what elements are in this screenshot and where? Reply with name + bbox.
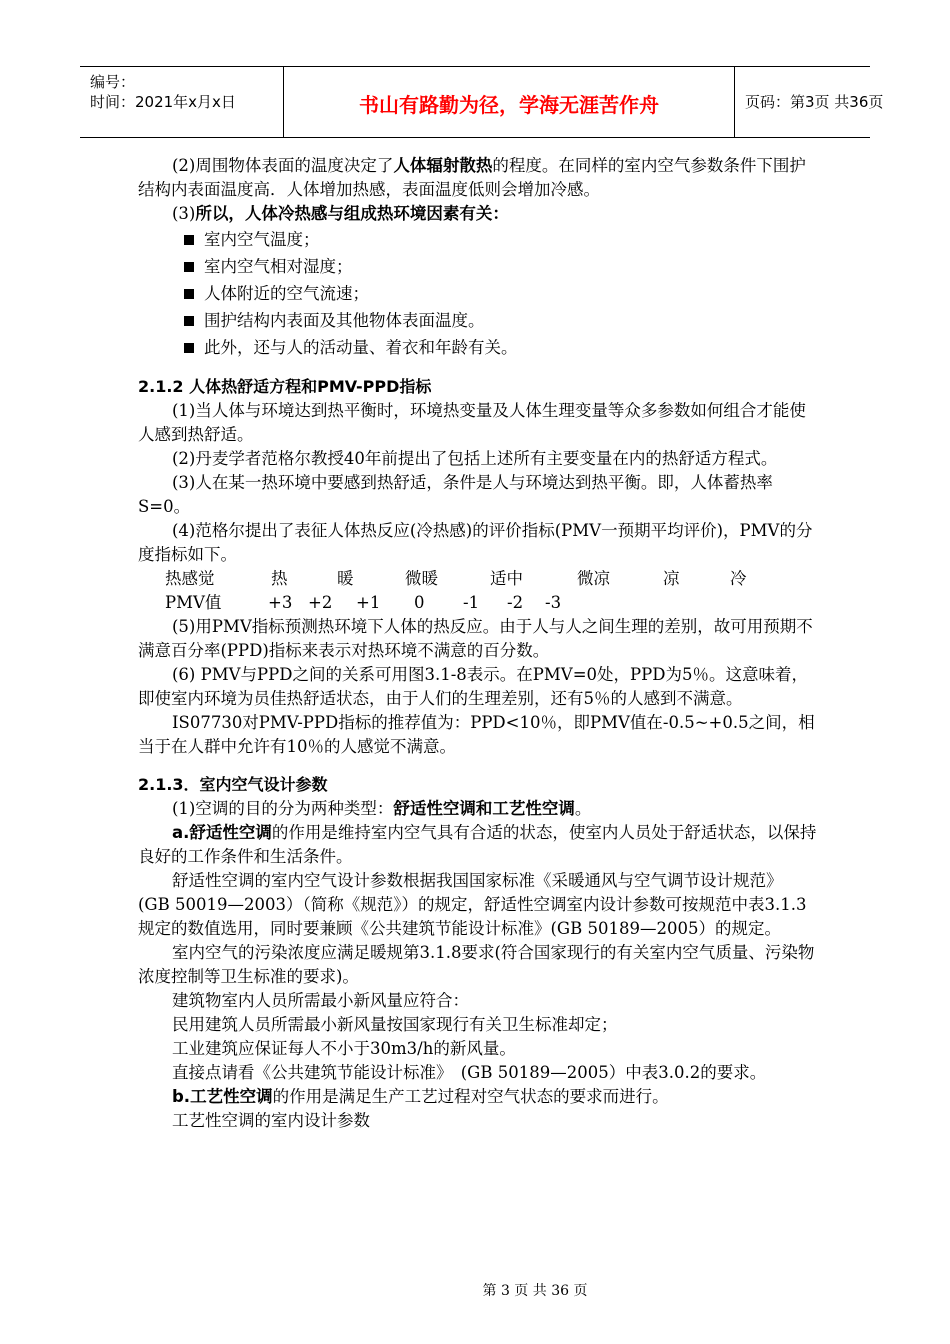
text: (2)周围物体表面的温度决定了	[172, 156, 394, 175]
bold-text: 舒适性空调和工艺性空调	[393, 799, 575, 818]
paragraph: (5)用PMV指标预测热环境下人体的热反应。由于人与人之间生理的差别，故可用预期不满意百分率(PPD)指标来表示对热环境不满意的百分数。	[138, 617, 813, 660]
text: 的作用是维持室内空气具有合适的状态，使室内人员处于舒适状态，以保持良好的工作条件和生活条件。	[138, 823, 817, 866]
square-bullet-icon	[184, 343, 194, 353]
list-item-text: 此外，还与人的活动量、着衣和年龄有关。	[204, 338, 518, 357]
text: 的作用是满足生产工艺过程对空气状态的要求而进行。	[272, 1087, 669, 1106]
text: 的程度。在同样的室内空气参数条件下围护结构内表面温度高．人体增加热感，表面温度低则会增加冷感。	[138, 156, 806, 199]
paragraph: (1)当人体与环境达到热平衡时，环境热变量及人体生理变量等众多参数如何组合才能使人感到热舒适。	[138, 401, 806, 444]
pmv-value: -3	[545, 593, 562, 612]
pmv-label: 暖	[337, 569, 354, 588]
paragraph	[138, 202, 818, 226]
list-item-text: 围护结构内表面及其他物体表面温度。	[204, 311, 485, 330]
paragraph: 直接点请看《公共建筑节能设计标准》 (GB 50189—2005）中表3.0.2的要求。	[172, 1063, 767, 1082]
pmv-label: 微凉	[577, 569, 610, 588]
header-meta-cell	[80, 67, 284, 137]
list-item	[138, 307, 818, 334]
pmv-label: 微暖	[405, 569, 438, 588]
header-page-cell	[735, 67, 884, 137]
text: (1)空调的目的分为两种类型：	[172, 799, 394, 818]
bold-text: b.工艺性空调	[172, 1087, 273, 1106]
pmv-label: 热	[271, 569, 288, 588]
pmv-value: 0	[414, 593, 425, 612]
list-item	[138, 334, 818, 361]
paragraph	[138, 821, 818, 869]
pmv-value: -2	[507, 593, 524, 612]
paragraph: IS07730对PMV-PPD指标的推荐值为：PPD<10％，即PMV值在-0.5~+0.5之间，相当于在人群中允许有10％的人感觉不满意。	[138, 713, 815, 756]
paragraph: (3)人在某一热环境中要感到热舒适，条件是人与环境达到热平衡。即，人体蓄热率S=0。	[138, 473, 773, 516]
text: 。	[574, 799, 592, 818]
list-item-text: 室内空气相对湿度；	[204, 257, 353, 276]
date-label: 时间：2021年x月x日	[90, 93, 236, 111]
list-item	[138, 253, 818, 280]
bold-text: a.舒适性空调	[172, 823, 272, 842]
page-header	[80, 66, 884, 138]
page-number-label: 页码：第3页 共36页	[745, 93, 884, 111]
page-footer: 第 3 页 共 36 页	[482, 1283, 588, 1299]
paragraph: (4)范格尔提出了表征人体热反应(冷热感)的评价指标(PMV一预期平均评价)，PMV的分度指标如下。	[138, 521, 813, 564]
header-motto-cell	[284, 67, 735, 137]
pmv-label: 热感觉	[165, 569, 215, 588]
pmv-value: +1	[356, 593, 381, 612]
paragraph: 舒适性空调的室内空气设计参数根据我国国家标准《采暖通风与空气调节设计规范》 (GB 50019—2003）（简称《规范》）的规定，舒适性空调室内设计参数可按规范中表3.1.3规定的数值选用，同时要兼顾《公共建筑节能设计标准》(GB 50189—2005）的规定。	[138, 871, 807, 938]
paragraph: 民用建筑人员所需最小新风量按国家现行有关卫生标准却定；	[172, 1015, 618, 1034]
square-bullet-icon	[184, 262, 194, 272]
paragraph	[138, 154, 818, 202]
pmv-value: PMV值	[165, 593, 222, 612]
paragraph	[138, 1085, 818, 1109]
list-item	[138, 280, 818, 307]
square-bullet-icon	[184, 289, 194, 299]
paragraph: 工业建筑应保证每人不小于30m3/h的新风量。	[172, 1039, 516, 1058]
section-heading: 2.1.2 人体热舒适方程和PMV-PPD指标	[138, 377, 432, 396]
pmv-value: -1	[463, 593, 480, 612]
paragraph: 室内空气的污染浓度应满足暖规第3.1.8要求(符合国家现行的有关室内空气质量、污染物浓度控制等卫生标准的要求)。	[138, 943, 815, 986]
square-bullet-icon	[184, 235, 194, 245]
paragraph: 工艺性空调的室内设计参数	[172, 1111, 370, 1130]
paragraph: (6) PMV与PPD之间的关系可用图3.1-8表示。在PMV=0处，PPD为5％。这意味着，即使室内环境为员佳热舒适状态，由于人们的生理差别，还有5％的人感到不满意。	[138, 665, 808, 708]
square-bullet-icon	[184, 316, 194, 326]
pmv-value-row	[138, 591, 818, 615]
section-heading: 2.1.3．室内空气设计参数	[138, 775, 328, 794]
paragraph	[138, 797, 818, 821]
pmv-value: +2	[308, 593, 333, 612]
list-item-text: 室内空气温度；	[204, 230, 320, 249]
pmv-label: 冷	[730, 569, 747, 588]
pmv-value: +3	[268, 593, 293, 612]
paragraph: 建筑物室内人员所需最小新风量应符合：	[172, 991, 469, 1010]
pmv-label: 适中	[490, 569, 523, 588]
paragraph: (2)丹麦学者范格尔教授40年前提出了包括上述所有主要变量在内的热舒适方程式。	[172, 449, 778, 468]
pmv-label-row	[138, 567, 818, 591]
document-body	[138, 154, 818, 1133]
list-item	[138, 226, 818, 253]
text: (3)	[172, 204, 196, 223]
list-item-text: 人体附近的空气流速；	[204, 284, 369, 303]
bold-text: 人体辐射散热	[393, 156, 493, 175]
motto-text: 书山有路勤为径，学海无涯苦作舟	[359, 93, 659, 117]
bold-text: 所以，人体冷热感与组成热环境因素有关：	[195, 204, 509, 223]
factor-list	[138, 226, 818, 361]
code-label: 编号：	[90, 73, 136, 91]
pmv-label: 凉	[663, 569, 680, 588]
